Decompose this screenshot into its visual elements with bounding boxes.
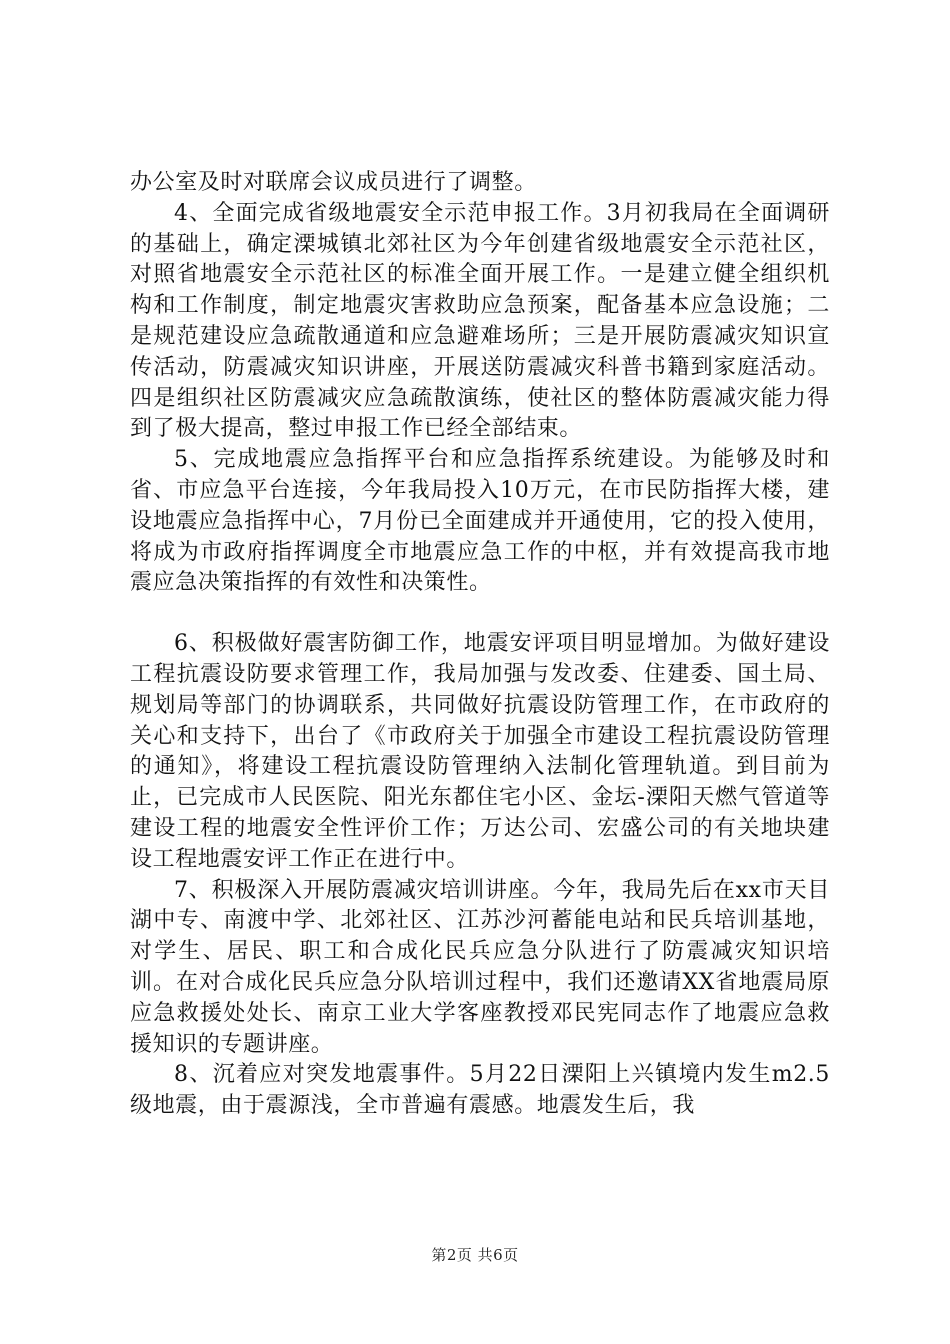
paragraph-3: 5、完成地震应急指挥平台和应急指挥系统建设。为能够及时和省、市应急平台连接，今年我局投入10万元，在市民防指挥大楼，建设地震应急指挥中心，7月份已全面建成并开通使用，它的投入使用，将成为市政府指挥调度全市地震应急工作的中枢，并有效提高我市地震应急决策指挥的有效性和决策性。: [130, 447, 830, 596]
page-footer: 第2页 共6页: [431, 1246, 519, 1264]
document-body: [130, 168, 830, 1122]
paragraph-5: 7、积极深入开展防震减灾培训讲座。今年，我局先后在xx市天目湖中专、南渡中学、北郊社区、江苏沙河蓄能电站和民兵培训基地，对学生、居民、职工和合成化民兵应急分队进行了防震减灾知识培训。在对合成化民兵应急分队培训过程中，我们还邀请XX省地震局原应急救援处处长、南京工业大学客座教授邓民宪同志作了地震应急救援知识的专题讲座。: [130, 877, 830, 1057]
paragraph-1: 办公室及时对联席会议成员进行了调整。: [130, 170, 537, 195]
paragraph-gap: [130, 599, 830, 629]
paragraph-2: 4、全面完成省级地震安全示范申报工作。3月初我局在全面调研的基础上，确定溧城镇北郊社区为今年创建省级地震安全示范社区，对照省地震安全示范社区的标准全面开展工作。一是建立健全组织机构和工作制度，制定地震灾害救助应急预案，配备基本应急设施；二是规范建设应急疏散通道和应急避难场所；三是开展防震减灾知识宣传活动，防震减灾知识讲座，开展送防震减灾科普书籍到家庭活动。四是组织社区防震减灾应急疏散演练，使社区的整体防震减灾能力得到了极大提高，整过申报工作已经全部结束。: [130, 200, 830, 442]
paragraph-4: 6、积极做好震害防御工作，地震安评项目明显增加。为做好建设工程抗震设防要求管理工作，我局加强与发改委、住建委、国土局、规划局等部门的协调联系，共同做好抗震设防管理工作，在市政府的关心和支持下，出台了《市政府关于加强全市建设工程抗震设防管理的通知》，将建设工程抗震设防管理纳入法制化管理轨道。到目前为止，已完成市人民医院、阳光东都住宅小区、金坛-溧阳天燃气管道等建设工程的地震安全性评价工作；万达公司、宏盛公司的有关地块建设工程地震安评工作正在进行中。: [130, 631, 830, 872]
paragraph-6: 8、沉着应对突发地震事件。5月22日溧阳上兴镇境内发生m2.5级地震，由于震源浅，全市普遍有震感。地震发生后，我: [130, 1062, 830, 1119]
